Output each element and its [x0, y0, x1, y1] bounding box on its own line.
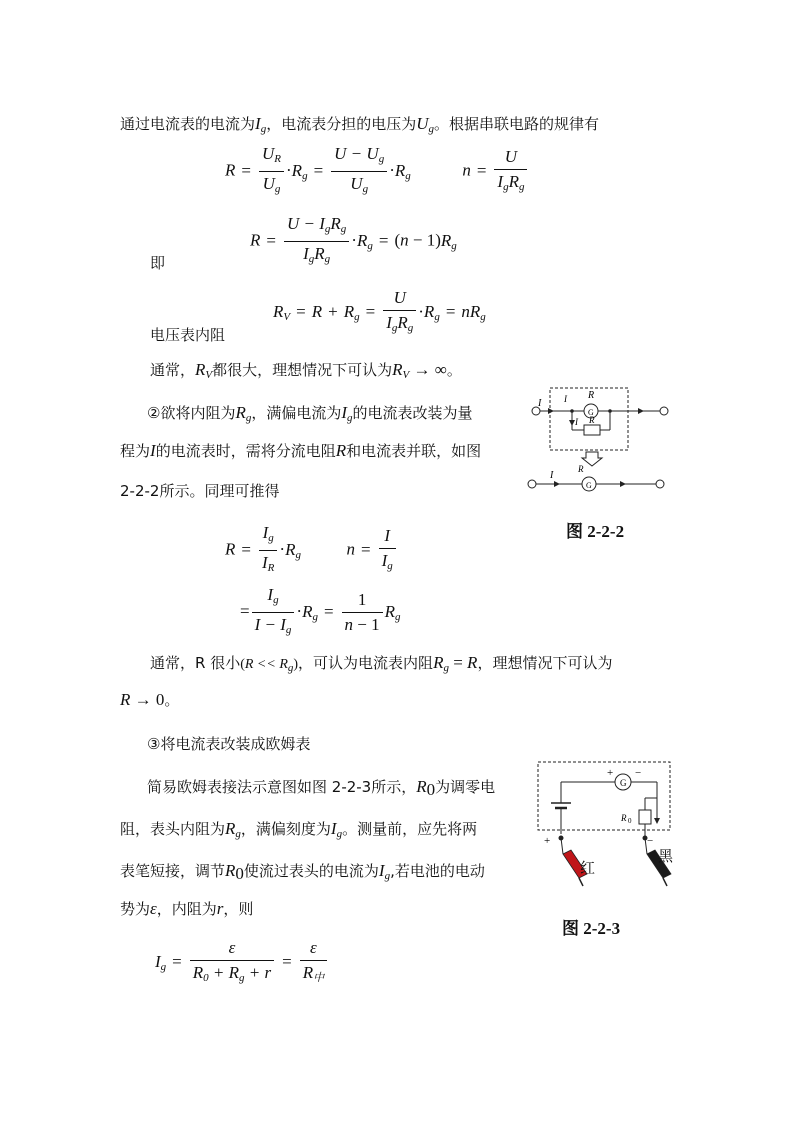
svg-text:+: +: [544, 835, 551, 847]
paragraph-2-line-2: 程为I的电流表时，需将分流电阻R和电流表并联，如图: [120, 441, 482, 460]
paragraph-3-line-2: 阻，表头内阻为$R_g$，满偏刻度为$I_g$。测量前，应先将两: [120, 819, 478, 840]
svg-text:−: −: [635, 767, 642, 779]
svg-text:G: G: [586, 481, 592, 490]
figure-2-2-2-diagram: [520, 378, 680, 498]
text-voltmeter-resistance: 电压表内阻: [150, 326, 226, 344]
formula-r-n-minus-1: R = $\frac{U - I_gR_g}{I_gR_g}$ $\cdot R_g = (n - 1)R_g$: [250, 214, 457, 265]
paragraph-3-line-1: 简易欧姆表接法示意图如图 2-2-3所示，$R_0$为调零电: [147, 777, 496, 799]
paragraph-2-line-1: ②欲将内阻为$R_g$，满偏电流为$I_g$的电流表改装为量: [147, 403, 473, 424]
svg-text:I: I: [575, 417, 578, 427]
svg-text:R: R: [621, 813, 627, 823]
paragraph-tongchang-2-end: R → 0。: [120, 690, 180, 709]
figure-2-2-3-caption: 图 2-2-3: [562, 919, 621, 938]
formula-rv: $R_V = R + R_g$ = $\frac{U}{I_gR_g}$ $\cdot R_g = nR_g$: [273, 288, 486, 334]
svg-text:−: −: [647, 835, 654, 847]
paragraph-2-line-3: 2-2-2所示。同理可推得: [120, 482, 280, 500]
svg-text:G: G: [588, 408, 594, 417]
svg-text:+: +: [607, 767, 614, 779]
paragraph-tongchang-2: 通常，R 很小$(R << R_g)$，可认为电流表内阻$R_g = R$，理想情况下可认为: [150, 653, 613, 674]
svg-text:R: R: [588, 390, 595, 401]
paragraph-3-line-3: 表笔短接，调节$R_0$使流过表头的电流为$I_g$,若电池的电动: [120, 861, 485, 883]
label-black-probe: 黑: [658, 847, 674, 865]
paragraph-3-line-4: 势为ε，内阻为r，则: [120, 899, 254, 918]
label-red-probe: 红: [580, 859, 596, 877]
svg-text:0: 0: [628, 817, 632, 825]
svg-text:I: I: [550, 470, 554, 481]
svg-text:R: R: [578, 464, 584, 474]
formula-shunt-r-2: = $\frac{I_g}{I - I_g}$ $\cdot R_g$ = $\frac{1}{n - 1}$ $R_g$: [240, 585, 401, 636]
formula-r-series: R = $\frac{U_R}{U_g}$ $\cdot R_g$ = $\frac{U - U_g}{U_g}$ $\cdot R_g$ n = $\frac{U}{I_gR_g}$: [225, 142, 529, 201]
paragraph-1: 通过电流表的电流为$I_g$，电流表分担的电压为$U_g$。根据串联电路的规律有: [120, 114, 599, 135]
figure-2-2-3-diagram: [535, 758, 680, 888]
formula-shunt-r: R = $\frac{I_g}{I_R}$ $\cdot R_g$ n = $\frac{I}{I_g}$: [225, 521, 398, 580]
svg-text:G: G: [620, 778, 627, 788]
svg-text:R: R: [589, 415, 595, 425]
text-ji: 即: [150, 254, 166, 272]
svg-text:I: I: [564, 394, 567, 404]
paragraph-tongchang-1: 通常，$R_V$都很大，理想情况下可认为$R_V$ → ∞。: [150, 360, 462, 381]
paragraph-3-title: ③将电流表改装成欧姆表: [147, 735, 311, 753]
figure-2-2-2-caption: 图 2-2-2: [566, 522, 625, 541]
svg-text:I: I: [538, 398, 542, 409]
formula-ohmmeter: $I_g$ = $\frac{\varepsilon}{R_0 + R_g + r}$ = $\frac{\varepsilon}{R_中}$: [155, 936, 329, 990]
